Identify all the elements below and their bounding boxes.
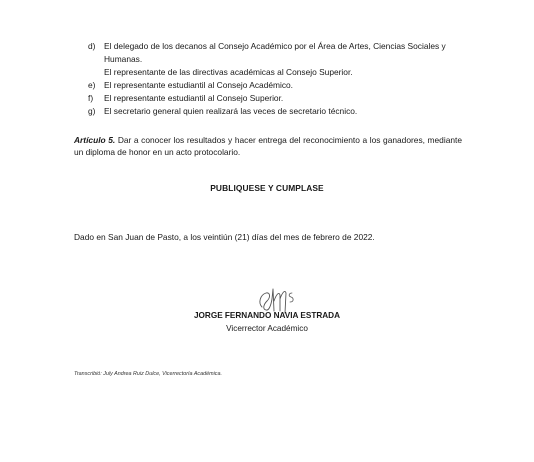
list-marker: e) bbox=[88, 80, 96, 90]
transcribed-note: Transcribió: July Andrea Ruiz Dulce, Vicerrectoría Académica. bbox=[74, 371, 222, 377]
list-item-g bbox=[88, 105, 488, 118]
list-item-f bbox=[88, 92, 488, 105]
signer-name: JORGE FERNANDO NAVIA ESTRADA bbox=[193, 311, 341, 320]
list-item-line: Humanas. bbox=[104, 54, 143, 64]
dated-statement: Dado en San Juan de Pasto, a los veintiún (21) días del mes de febrero de 2022. bbox=[74, 232, 375, 242]
list-marker: f) bbox=[88, 93, 94, 103]
list-marker: g) bbox=[88, 106, 96, 116]
article-paragraph bbox=[74, 135, 462, 158]
signer-role: Vicerrector Académico bbox=[226, 324, 308, 333]
list-item-e bbox=[88, 79, 488, 92]
list-item-line: El delegado de los decanos al Consejo Académico por el Área de Artes, Ciencias Sociales y bbox=[104, 41, 446, 51]
list-item-line: El representante estudiantil al Consejo Académico. bbox=[104, 80, 294, 90]
list-item-line: El representante estudiantil al Consejo Superior. bbox=[104, 93, 284, 103]
closing-title: PUBLIQUESE Y CUMPLASE bbox=[210, 183, 324, 193]
list-item-line: El representante de las directivas académicas al Consejo Superior. bbox=[104, 67, 353, 77]
list-item-d bbox=[88, 40, 488, 79]
list-marker: d) bbox=[88, 41, 96, 51]
list-item-line: El secretario general quien realizará las veces de secretario técnico. bbox=[104, 106, 358, 116]
numbered-list bbox=[88, 40, 488, 118]
article-text: Dar a conocer los resultados y hacer entrega del reconocimiento a los ganadores, mediante un diploma de honor en un acto protocolario. bbox=[74, 135, 463, 157]
article-label: Artículo 5. bbox=[74, 135, 116, 145]
